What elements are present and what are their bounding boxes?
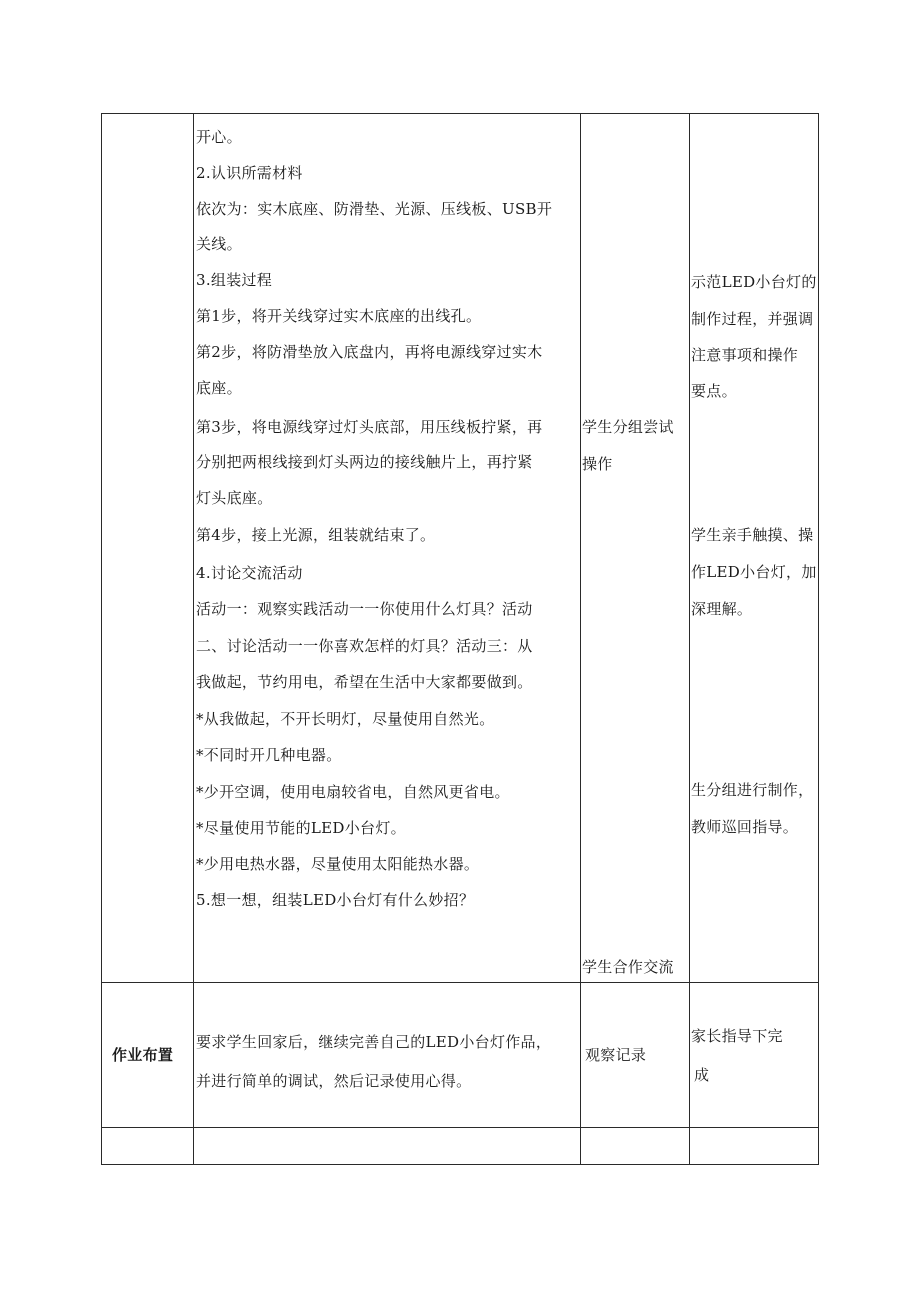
content-line: 2.认识所需材料 — [196, 164, 303, 182]
content-line: 二、讨论活动一一你喜欢怎样的灯具？活动三：从 — [196, 637, 533, 655]
teacher-note-line: 制作过程，并强调 — [691, 310, 814, 328]
homework-student: 观察记录 — [585, 1046, 647, 1064]
teacher-note-line: 学生亲手触摸、操 — [691, 526, 814, 544]
student-activity-line: 学生分组尝试 — [582, 418, 674, 436]
homework-content-line: 并进行简单的调试，然后记录使用心得。 — [196, 1072, 472, 1090]
content-line: *少用电热水器，尽量使用太阳能热水器。 — [196, 855, 480, 873]
content-line: 灯头底座。 — [196, 489, 273, 507]
teacher-note-line: 示范LED小台灯的 — [691, 273, 817, 291]
content-line: 活动一：观察实践活动一一你使用什么灯具？活动 — [196, 600, 533, 618]
content-line: 第4步，接上光源，组装就结束了。 — [196, 526, 436, 544]
student-activity-line: 学生合作交流 — [582, 958, 674, 976]
col-divider-2 — [580, 113, 581, 1165]
row-divider-2 — [101, 1127, 819, 1128]
content-line: 我做起，节约用电，希望在生活中大家都要做到。 — [196, 673, 533, 691]
content-line: 3.组装过程 — [196, 271, 273, 289]
student-activity-line: 操作 — [582, 455, 613, 473]
col-divider-3 — [689, 113, 690, 1165]
homework-teacher-line: 家长指导下完 — [691, 1027, 783, 1045]
content-line: *不同时开几种电器。 — [196, 746, 342, 764]
content-line: *尽量使用节能的LED小台灯。 — [196, 819, 406, 837]
content-line: 4.讨论交流活动 — [196, 564, 303, 582]
content-line: 第3步，将电源线穿过灯头底部，用压线板拧紧，再 — [196, 418, 543, 436]
content-line: *从我做起，不开长明灯，尽量使用自然光。 — [196, 710, 495, 728]
content-line: *少开空调，使用电扇较省电，自然风更省电。 — [196, 783, 510, 801]
homework-label: 作业布置 — [112, 1046, 174, 1064]
content-line: 5.想一想，组装LED小台灯有什么妙招？ — [196, 891, 475, 909]
content-line: 第2步，将防滑垫放入底盘内，再将电源线穿过实木 — [196, 343, 543, 361]
teacher-note-line: 深理解。 — [691, 600, 753, 618]
homework-teacher-line: 成 — [694, 1066, 710, 1084]
teacher-note-line: 教师巡回指导。 — [691, 818, 799, 836]
content-line: 第1步，将开关线穿过实木底座的出线孔。 — [196, 307, 482, 325]
content-line: 依次为：实木底座、防滑垫、光源、压线板、USB开 — [196, 200, 553, 218]
row-divider-1 — [101, 982, 819, 983]
teacher-note-line: 生分组进行制作， — [691, 781, 814, 799]
homework-content-line: 要求学生回家后，继续完善自己的LED小台灯作品， — [196, 1033, 552, 1051]
teacher-note-line: 作LED小台灯，加 — [691, 563, 817, 581]
content-line: 底座。 — [196, 379, 242, 397]
teacher-note-line: 注意事项和操作 — [691, 346, 799, 364]
teacher-note-line: 要点。 — [691, 382, 737, 400]
content-line: 开心。 — [196, 128, 242, 146]
col-divider-1 — [193, 113, 194, 1165]
content-line: 关线。 — [196, 235, 242, 253]
content-line: 分别把两根线接到灯头两边的接线触片上，再拧紧 — [196, 453, 533, 471]
